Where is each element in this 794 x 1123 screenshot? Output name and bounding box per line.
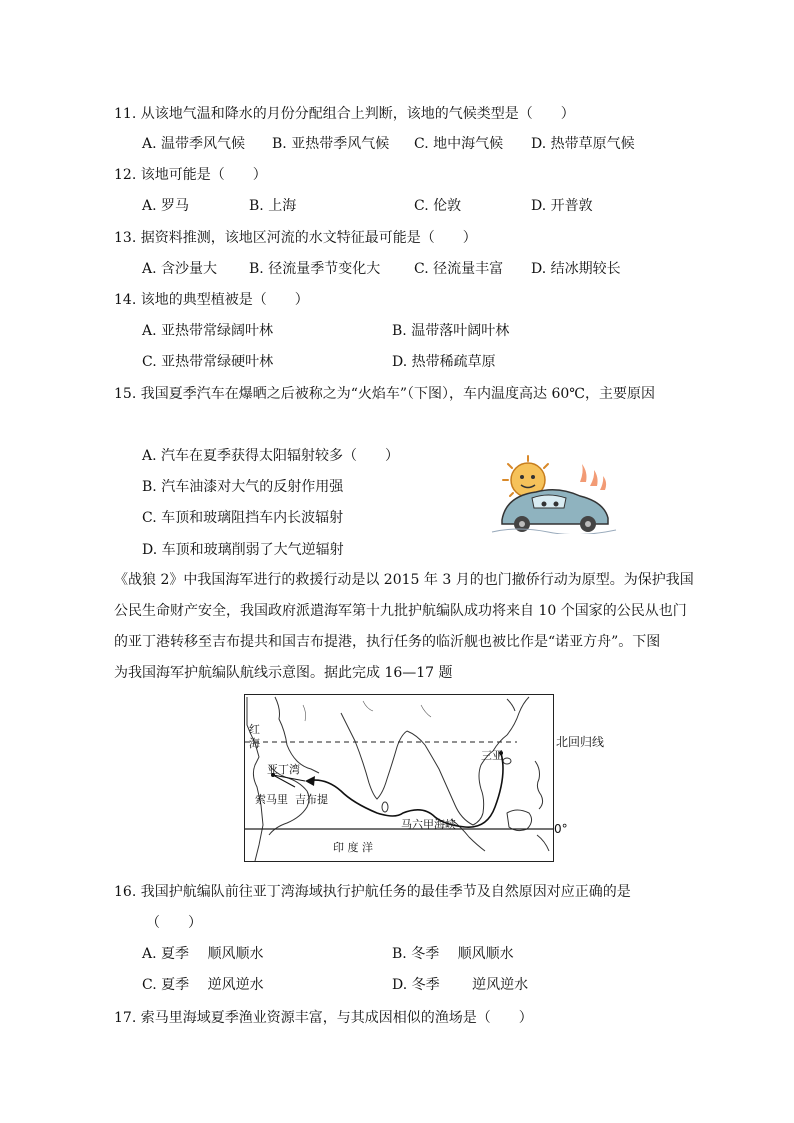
q11-option-c[interactable]: C. 地中海气候 xyxy=(414,136,504,152)
label-equator: 0° xyxy=(554,822,568,836)
label-gulf-aden: 亚丁湾 xyxy=(267,763,300,776)
q12-option-b[interactable]: B. 上海 xyxy=(249,198,297,214)
label-sanya: 三亚 xyxy=(481,749,503,762)
sulawesi xyxy=(537,835,549,851)
q14-option-c[interactable]: C. 亚热带常绿硬叶林 xyxy=(142,354,274,370)
sumatra xyxy=(451,819,485,851)
hainan xyxy=(503,758,511,764)
ground-shadow xyxy=(492,529,616,534)
q13-option-b[interactable]: B. 径流量季节变化大 xyxy=(249,261,381,277)
q15-option-c[interactable]: C. 车顶和玻璃阻挡车内长波辐射 xyxy=(142,510,344,526)
q11-option-d[interactable]: D. 热带草原气候 xyxy=(531,136,635,152)
china-coast-2 xyxy=(507,699,515,711)
q16-option-b[interactable]: B. 冬季 顺风顺水 xyxy=(392,946,514,962)
fire-car-illustration xyxy=(488,452,620,534)
q14-option-a[interactable]: A. 亚热带常绿阔叶林 xyxy=(142,323,274,339)
q16-stem-cont: （ ） xyxy=(146,915,202,931)
label-indian-ocean: 印 度 洋 xyxy=(333,841,373,854)
q14-option-d[interactable]: D. 热带稀疏草原 xyxy=(392,354,496,370)
q11-option-b[interactable]: B. 亚热带季风气候 xyxy=(272,136,390,152)
q16-option-d[interactable]: D. 冬季 逆风逆水 xyxy=(392,977,529,993)
river-1 xyxy=(303,705,306,721)
q15-stem: 15. 我国夏季汽车在爆晒之后被称之为“火焰车”（下图），车内温度高达 60℃，主要原因 xyxy=(114,386,655,402)
q13-option-c[interactable]: C. 径流量丰富 xyxy=(414,261,504,277)
label-somalia: 索马里 xyxy=(255,793,288,806)
label-malacca: 马六甲海峡 xyxy=(401,818,456,831)
q13-option-d[interactable]: D. 结冰期较长 xyxy=(531,261,621,277)
philippines xyxy=(535,761,543,809)
river-2 xyxy=(363,701,373,711)
q12-stem: 12. 该地可能是（ ） xyxy=(114,167,267,183)
q13-option-a[interactable]: A. 含沙量大 xyxy=(142,261,218,277)
q15-option-b[interactable]: B. 汽车油漆对大气的反射作用强 xyxy=(142,479,344,495)
river-3 xyxy=(421,705,431,717)
passage-line-3: 的亚丁港转移至吉布提共和国吉布提港，执行任务的临沂舰也被比作是“诺亚方舟”。下图 xyxy=(114,634,661,650)
car-icon xyxy=(502,490,608,532)
passage-line-1: 《战狼 2》中我国海军进行的救援行动是以 2015 年 3 月的也门撤侨行动为原型。为保护我国 xyxy=(114,572,694,588)
arabia-coast xyxy=(275,697,319,773)
q12-option-d[interactable]: D. 开普敦 xyxy=(531,198,593,214)
q11-option-a[interactable]: A. 温带季风气候 xyxy=(142,136,246,152)
q16-option-c[interactable]: C. 夏季 逆风逆水 xyxy=(142,977,264,993)
sri-lanka xyxy=(382,802,388,812)
q16-stem: 16. 我国护航编队前往亚丁湾海域执行护航任务的最佳季节及自然原因对应正确的是 xyxy=(114,884,631,900)
borneo xyxy=(507,810,532,831)
flames-icon xyxy=(580,464,606,490)
q17-stem: 17. 索马里海域夏季渔业资源丰富，与其成因相似的渔场是（ ） xyxy=(114,1010,533,1026)
label-djibouti: 吉布提 xyxy=(295,793,328,806)
q12-option-c[interactable]: C. 伦敦 xyxy=(414,198,462,214)
q14-option-b[interactable]: B. 温带落叶阔叶林 xyxy=(392,323,510,339)
q11-stem: 11. 从该地气温和降水的月份分配组合上判断，该地的气候类型是（ ） xyxy=(114,106,575,122)
africa-coast xyxy=(247,697,263,861)
q13-stem: 13. 据资料推测，该地区河流的水文特征最可能是（ ） xyxy=(114,230,477,246)
bay-bengal-east-coast xyxy=(407,731,483,825)
route-arrow-icon xyxy=(305,776,315,786)
q15-option-d[interactable]: D. 车顶和玻璃削弱了大气逆辐射 xyxy=(142,542,344,558)
china-coast xyxy=(493,697,529,751)
label-red-sea-1: 红 xyxy=(249,723,260,736)
q14-stem: 14. 该地的典型植被是（ ） xyxy=(114,292,309,308)
label-red-sea-2: 海 xyxy=(249,737,260,750)
label-tropic-of-cancer: 北回归线 xyxy=(556,735,605,749)
escort-route xyxy=(307,753,503,827)
passage-line-4: 为我国海军护航编队航线示意图。据此完成 16—17 题 xyxy=(114,665,453,681)
q12-option-a[interactable]: A. 罗马 xyxy=(142,198,190,214)
india-coast xyxy=(341,713,407,799)
route-map xyxy=(244,694,554,862)
passage-line-2: 公民生命财产安全，我国政府派遣海军第十九批护航编队成功将来自 10 个国家的公民从也门 xyxy=(114,603,687,619)
q15-option-a[interactable]: A. 汽车在夏季获得太阳辐射较多（ ） xyxy=(142,448,400,464)
q16-option-a[interactable]: A. 夏季 顺风顺水 xyxy=(142,946,264,962)
